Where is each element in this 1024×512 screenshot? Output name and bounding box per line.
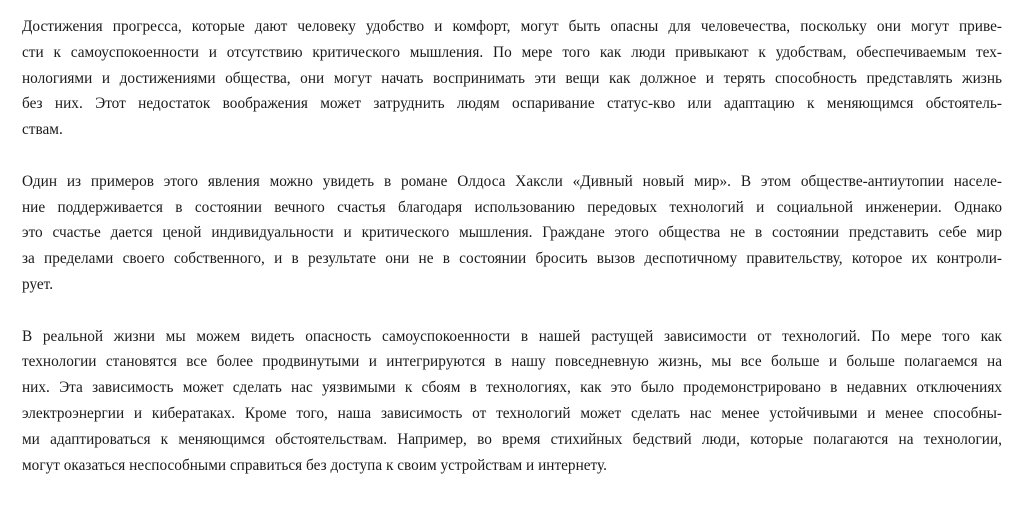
text-line: ми адаптироваться к меняющимся обстоятельствам. Например, во время стихийных бедствий люди, которые полагаются на технологии,	[22, 430, 1002, 448]
text-line: ствам.	[22, 121, 63, 139]
paragraph-3	[22, 324, 1002, 479]
document-body	[22, 14, 1002, 504]
text-line: без них. Этот недостаток воображения может затруднить людям оспаривание статус-кво или адаптацию к меняющимся обстоятель-	[22, 95, 1002, 113]
text-line: ние поддерживается в состоянии вечного счастья благодаря использованию передовых технологий и социальной инженерии. Однако	[22, 198, 1002, 216]
text-line: В реальной жизни мы можем видеть опасность самоуспокоенности в нашей растущей зависимости от технологий. По мере того как	[22, 327, 1002, 345]
text-line: это счастье дается ценой индивидуальности и критического мышления. Граждане этого общества не в состоянии представить себе мир	[22, 224, 1002, 242]
text-line: сти к самоуспокоенности и отсутствию критического мышления. По мере того как люди привыкают к удобствам, обеспечиваемым тех-	[22, 43, 1002, 61]
text-line: нологиями и достижениями общества, они могут начать воспринимать эти вещи как должное и терять способность представлять жизнь	[22, 69, 1002, 87]
text-line: Достижения прогресса, которые дают человеку удобство и комфорт, могут быть опасны для человечества, поскольку они могут приве-	[22, 18, 1002, 35]
text-line: за пределами своего собственного, и в результате они не в состоянии бросить вызов деспотичному правительству, которое их контроли-	[22, 250, 1002, 268]
paragraph-2	[22, 169, 1002, 298]
text-line: них. Эта зависимость может сделать нас уязвимыми к сбоям в технологиях, как это было продемонстрировано в недавних отключениях	[22, 379, 1002, 397]
text-line: электроэнергии и кибератаках. Кроме того, наша зависимость от технологий может сделать нас менее устойчивыми и менее способны-	[22, 404, 1002, 422]
text-line: рует.	[22, 275, 54, 293]
text-line: Один из примеров этого явления можно увидеть в романе Олдоса Хаксли «Дивный новый мир». В этом обществе-антиутопии населе-	[22, 172, 1002, 190]
paragraph-1	[22, 14, 1002, 143]
text-line: могут оказаться неспособными справиться без доступа к своим устройствам и интернету.	[22, 456, 607, 474]
text-line: технологии становятся все более продвинутыми и интегрируются в нашу повседневную жизнь, мы все больше и больше полагаемся на	[22, 353, 1002, 371]
